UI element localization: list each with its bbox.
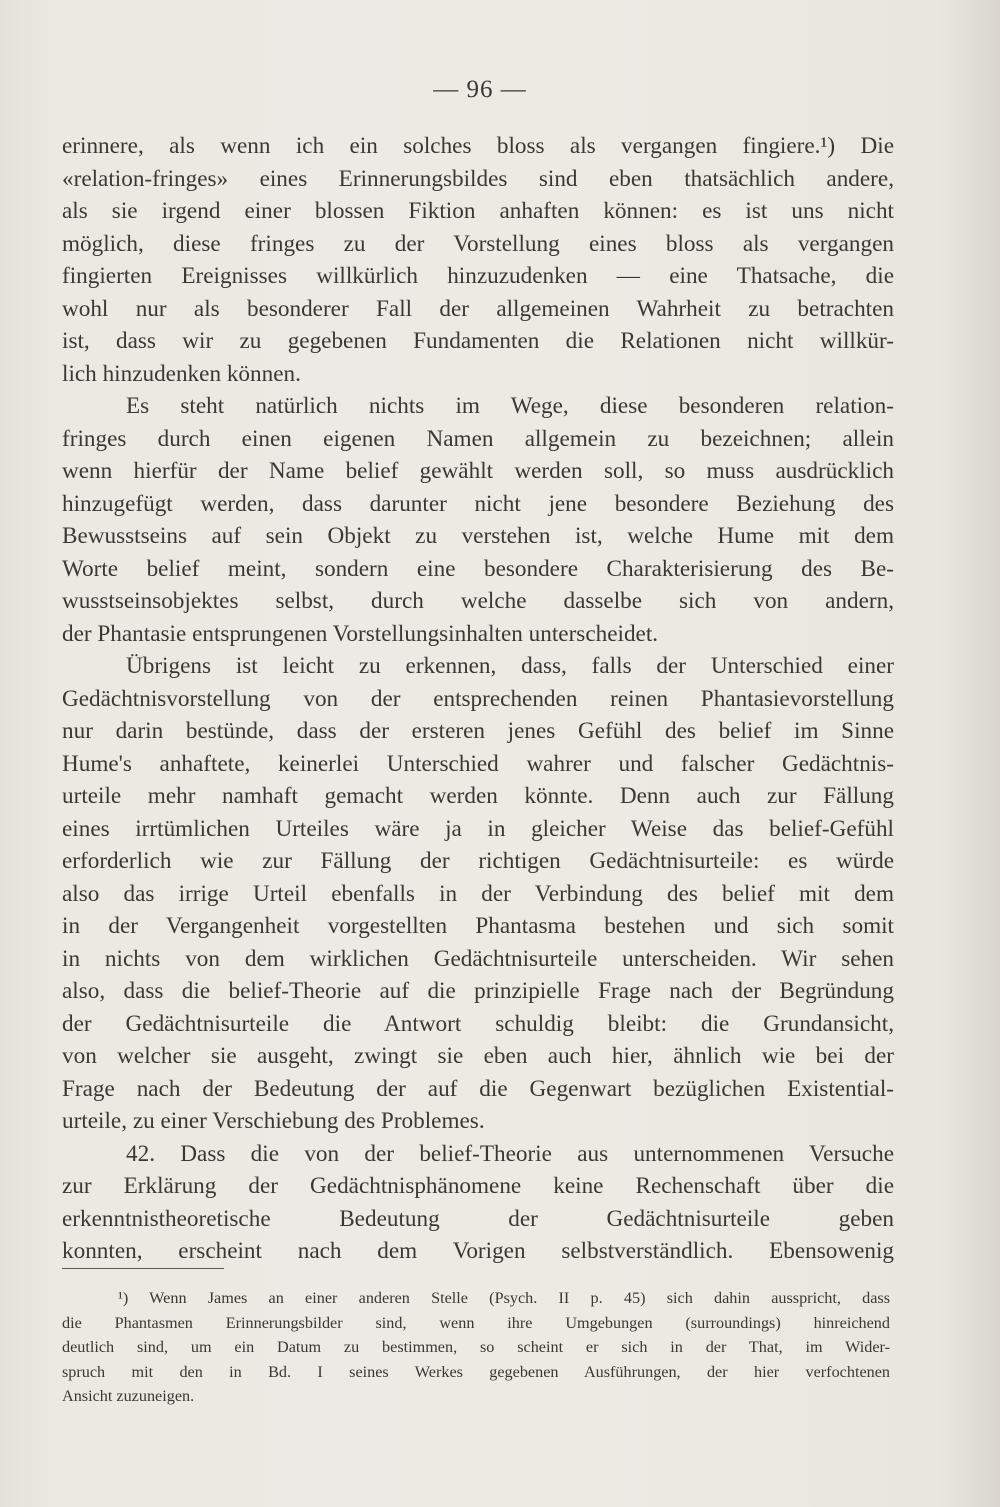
text-line: der Gedächtnisurteile die Antwort schuldig bleibt: die Grundansicht, (62, 1010, 894, 1037)
text-line: der Phantasie entsprungenen Vorstellungsinhalten unterscheidet. (62, 620, 659, 647)
text-line: wohl nur als besonderer Fall der allgemeinen Wahrheit zu betrachten (62, 295, 894, 322)
text-line: von welcher sie ausgeht, zwingt sie eben auch hier, ähnlich wie bei der (62, 1043, 894, 1069)
text-line: in der Vergangenheit vorgestellten Phantasma bestehen und sich somit (62, 913, 894, 939)
text-line: hinzugefügt werden, dass darunter nicht jene besondere Beziehung des (62, 490, 894, 517)
text-line: wusstseinsobjektes selbst, durch welche dasselbe sich von andern, (62, 588, 894, 614)
text-line: in nichts von dem wirklichen Gedächtnisurteile unterscheiden. Wir sehen (62, 945, 894, 972)
text-line: Frage nach der Bedeutung der auf die Gegenwart bezüglichen Existential- (62, 1075, 894, 1102)
text-line: urteile mehr namhaft gemacht werden könnte. Denn auch zur Fällung (62, 783, 894, 809)
text-line: fingierten Ereignisses willkürlich hinzuzudenken — eine Thatsache, die (62, 263, 894, 289)
footnote (62, 1286, 890, 1409)
body-text (62, 130, 894, 1268)
text-line: möglich, diese fringes zu der Vorstellung eines bloss als vergangen (62, 230, 894, 257)
footnote-line: deutlich sind, um ein Datum zu bestimmen, so scheint er sich in der That, im Wider- (62, 1338, 890, 1356)
footnote-line: spruch mit den in Bd. I seines Werkes gegebenen Ausführungen, der hier verfochtenen (62, 1362, 890, 1381)
text-line: urteile, zu einer Verschiebung des Problemes. (62, 1108, 485, 1134)
text-line: ist, dass wir zu gegebenen Fundamenten die Relationen nicht willkür- (62, 328, 894, 354)
text-line: fringes durch einen eigenen Namen allgemein zu bezeichnen; allein (62, 425, 894, 452)
text-line: «relation-fringes» eines Erinnerungsbildes sind eben thatsächlich andere, (62, 165, 894, 192)
text-line: wenn hierfür der Name belief gewählt werden soll, so muss ausdrücklich (62, 458, 894, 484)
text-line: also das irrige Urteil ebenfalls in der Verbindung des belief mit dem (62, 880, 894, 907)
text-line: Hume's anhaftete, keinerlei Unterschied wahrer und falscher Gedächtnis- (62, 750, 894, 777)
footnote-line: ¹) Wenn James an einer anderen Stelle (Psych. II p. 45) sich dahin ausspricht, dass (118, 1289, 890, 1307)
text-line: Bewusstseins auf sein Objekt zu verstehen ist, welche Hume mit dem (62, 523, 894, 549)
text-line: eines irrtümlichen Urteiles wäre ja in gleicher Weise das belief-Gefühl (62, 815, 894, 842)
text-line: zur Erklärung der Gedächtnisphänomene keine Rechenschaft über die (62, 1173, 894, 1199)
text-line: als sie irgend einer blossen Fiktion anhaften können: es ist uns nicht (62, 198, 894, 224)
page-edge-shadow (940, 0, 1000, 1507)
text-line: Gedächtnisvorstellung von der entsprechenden reinen Phantasievorstellung (62, 685, 894, 712)
text-line: Übrigens ist leicht zu erkennen, dass, falls der Unterschied einer (126, 653, 894, 679)
text-line: erkenntnistheoretische Bedeutung der Gedächtnisurteile geben (62, 1205, 894, 1232)
text-line: 42. Dass die von der belief-Theorie aus unternommenen Versuche (126, 1140, 894, 1167)
text-line: konnten, erscheint nach dem Vorigen selbstverständlich. Ebensowenig (62, 1238, 894, 1264)
text-line: nur darin bestünde, dass der ersteren jenes Gefühl des belief im Sinne (62, 718, 894, 744)
footnote-divider (62, 1268, 224, 1269)
text-line: also, dass die belief-Theorie auf die prinzipielle Frage nach der Begründung (62, 978, 894, 1004)
page-number: — 96 — (433, 76, 527, 103)
footnote-line: die Phantasmen Erinnerungsbilder sind, wenn ihre Umgebungen (surroundings) hinreichend (62, 1313, 890, 1332)
text-line: erinnere, als wenn ich ein solches bloss als vergangen fingiere.¹) Die (62, 133, 894, 159)
text-line: Worte belief meint, sondern eine besondere Charakterisierung des Be- (62, 555, 894, 582)
text-line: lich hinzudenken können. (62, 360, 301, 387)
text-line: erforderlich wie zur Fällung der richtigen Gedächtnisurteile: es würde (62, 848, 894, 874)
text-line: Es steht natürlich nichts im Wege, diese besonderen relation- (126, 393, 894, 419)
footnote-line: Ansicht zuzuneigen. (62, 1387, 195, 1405)
